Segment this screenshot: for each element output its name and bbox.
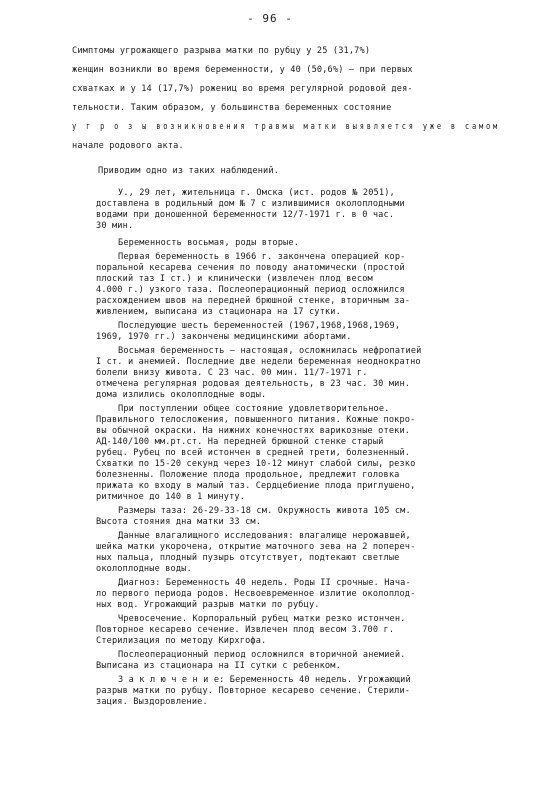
text-line: рубец. Рубец по всей истончен в средней трети, болезненный. [96, 448, 411, 458]
text-line: поральной кесарева сечения по поводу анатомически (простой [96, 263, 405, 273]
text-line: 1969, 1970 гг.) закончены медицинскими абортами. [96, 332, 352, 342]
text-line: водами при доношенной беременности 12/7-1971 г. в 0 час. [96, 210, 395, 220]
text-line: шейка матки укорочена, открытие маточного зева на 2 попереч- [96, 542, 416, 552]
text-line: Правильного телосложения, повышенного питания. Кожные покро- [96, 415, 416, 425]
text-line: схватках и у 14 (17,7%) рожениц во время регулярной родовой дея- [72, 84, 413, 94]
text-line: болезненны. Положение плода продольное, предлежит головка [96, 470, 400, 480]
text-line: тельности. Таким образом, у большинства беременных состояние [72, 103, 392, 113]
text-line: Выписана из стационара на II сутки с ребенком. [96, 661, 341, 671]
text-line: у г р о з ы возникновения травмы матки выявляется уже в самом [72, 122, 501, 132]
text-line: доставлена в родильный дом № 7 с излившимися околоплодными [96, 199, 405, 209]
text-line: 30 мин. [96, 221, 134, 231]
text-line: вы обычной окраски. На нижних конечностях варикозные отеки. [96, 426, 411, 436]
text-line: ных вод. Угрожающий разрыв матки по рубцу. [96, 600, 320, 610]
text-line: зация. Выздоровление. [96, 697, 208, 707]
text-line: При поступлении общее состояние удовлетворительное. [118, 404, 390, 414]
text-line: Схватки по 15-20 секунд через 10-12 минут слабой силы, резко [96, 459, 416, 469]
text-line: плоский таз I ст.) и клинически (извлечен плод весом [96, 274, 373, 284]
text-line: Последующие шесть беременностей (1967,1968,1968,1969, [118, 321, 401, 331]
text-line: Приводим одно из таких наблюдений. [98, 166, 280, 176]
text-line: У., 29 лет, жительница г. Омска (ист. родов № 2051), [118, 188, 395, 198]
text-line: Стерилизация по методу Кирхгофа. [96, 636, 267, 646]
text-line: Чревосечение. Корпоральный рубец матки резко истончен. [118, 614, 406, 624]
text-line: Восьмая беременность – настоящая, осложнилась нефропатией [118, 346, 422, 356]
text-line: АД-140/100 мм.рт.ст. На передней брюшной стенке старый [96, 437, 384, 447]
text-line: ло первого периода родов. Несвоевременное излитие околоплод- [96, 589, 416, 599]
text-line: живлением, выписана из стационара на 17 сутки. [96, 307, 341, 317]
text-line: Послеоперационный период осложнился вторичной анемией. [118, 650, 406, 660]
text-line: ных пальца, плодный пузырь отсутствует, подтекают светлые [96, 553, 400, 563]
text-line: расхождением швов на передней брюшной стенке, вторичным за- [96, 296, 411, 306]
text-line: начале родового акта. [72, 141, 184, 151]
page-number: - 96 - [247, 12, 293, 25]
text-line: Размеры таза: 26-29-33-18 см. Окружность живота 105 см. [118, 506, 411, 516]
text-line: Симптомы угрожающего разрыва матки по рубцу у 25 (31,7%) [72, 46, 371, 56]
text-line: З а к л ю ч е н и е: Беременность 40 недель. Угрожающий [118, 675, 411, 685]
text-line: околоплодные воды. [96, 564, 192, 574]
text-line: Беременность восьмая, роды вторые. [118, 238, 300, 248]
text-line: Повторное кесарево сечение. Извлечен плод весом 3.700 г. [96, 625, 395, 635]
text-line: болели внизу живота. С 23 час. 00 мин. 11/7-1971 г. [96, 368, 368, 378]
text-line: отмечена регулярная родовая деятельность, в 23 час. 30 мин. [96, 379, 411, 389]
text-line: разрыв матки по рубцу. Повторное кесарево сечение. Стерили- [96, 686, 411, 696]
text-line: Диагноз: Беременность 40 недель. Роды II срочные. Нача- [118, 578, 411, 588]
text-line: Данные влагалищного исследования: влагалище нерожавшей, [118, 531, 411, 541]
text-line: женщин возникли во время беременности, у 40 (50,6%) – при первых [72, 65, 413, 75]
text-line: 4.000 г.) узкого таза. Послеоперационный период осложнился [96, 285, 405, 295]
text-line: прижата ко входу в малый таз. Сердцебиение плода приглушено, [96, 481, 416, 491]
text-line: дома излились околоплодные воды. [96, 390, 267, 400]
text-line: I ст. и анемией. Последние две недели беременная неоднократно [96, 357, 421, 367]
text-line: ритмичное до 140 в 1 минуту. [96, 492, 246, 502]
text-line: Первая беременность в 1966 г. закончена операцией кор- [118, 252, 406, 262]
text-line: Высота стояния дна матки 33 см. [96, 517, 262, 527]
